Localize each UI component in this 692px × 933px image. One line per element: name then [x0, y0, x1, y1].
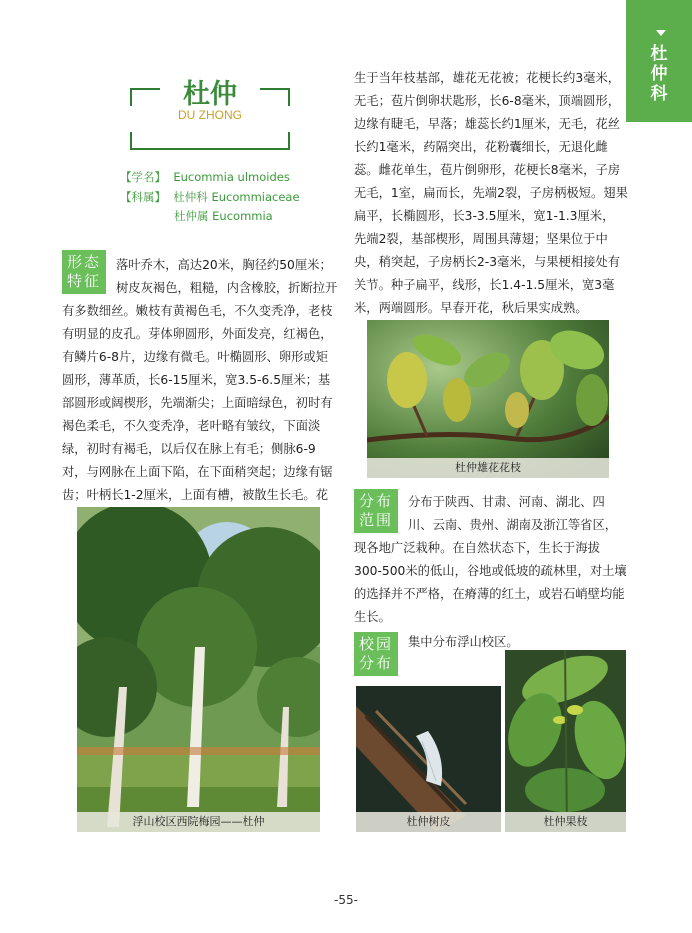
page-title: 杜仲 — [183, 79, 237, 110]
page-title-pinyin: DU ZHONG — [178, 108, 242, 122]
bark-photo — [356, 686, 501, 832]
distribution-section-tag: 分布范围 — [354, 489, 398, 533]
genus-name: 杜仲属 Eucommia — [174, 209, 273, 223]
bark-image — [356, 686, 501, 832]
tree-image — [77, 507, 320, 832]
scientific-name: Eucommia ulmoides — [173, 170, 290, 184]
family-side-tab — [626, 0, 692, 122]
distribution-text: 分布于陕西、甘肃、河南、湖北、四 川、云南、贵州、湖南及浙江等省区， 现各地广泛栽种。在自然状态下，生长于海拔 300-500米的低山，谷地或低坡的疏林里，对土壤 的选择并不严格，在瘠薄的红土，或岩石峭壁均能 生长。 — [354, 495, 627, 624]
features-text-continued: 生于当年枝基部，雄花无花被；花梗长约3毫米， 无毛；苞片倒卵状匙形，长6-8毫米，顶端圆形， 边缘有睫毛，早落；雄蕊长约1厘米，无毛，花丝 长约1毫米，药隔突出，花粉囊细长，无退化雌 蕊。雌花单生，苞片倒卵形，花梗长8毫米，子房 无毛，1室，扁而长，先端2裂，子房柄极短。翅果 扁平，长椭圆形，长3-3.5厘米，宽1-1.3厘米， 先端2裂，基部楔形，周围具薄翅；坚果位于中 央，稍突起，子房柄长2-3毫米，与果梗相接处有 关节。种子扁平，线形，长1.4-1.5厘米，宽3毫 米，两端圆形。早春开花，秋后果实成熟。 — [354, 71, 628, 315]
fruit-caption: 杜仲果枝 — [505, 812, 626, 832]
flower-photo — [367, 320, 609, 478]
features-text: 落叶乔木，高达20米，胸径约50厘米； 树皮灰褐色，粗糙，内含橡胶，折断拉开 有多数细丝。嫩枝有黄褐色毛，不久变秃净，老枝 有明显的皮孔。芽体卵圆形，外面发亮，红褐色， 有鳞片6-8片，边缘有微毛。叶椭圆形、卵形或矩 圆形，薄革质，长6-15厘米，宽3.5-6.5厘米；基 部圆形或阔楔形，先端渐尖；上面暗绿色，初时有 褐色柔毛，不久变秃净，老叶略有皱纹，下面淡 绿，初时有褐毛，以后仅在脉上有毛；侧脉6-9 对，与网脉在上面下陷，在下面稍突起；边缘有锯 齿；叶柄长1-2厘米，上面有槽，被散生长毛。花 — [62, 258, 338, 502]
bark-caption: 杜仲树皮 — [356, 812, 501, 832]
side-tab-label: 杜仲科 — [650, 44, 668, 104]
triangle-down-icon — [656, 30, 666, 36]
fruit-photo — [505, 650, 626, 832]
fruit-branch-image — [505, 650, 626, 832]
features-section-tag: 形态特征 — [62, 250, 106, 294]
family-line: 【科属】 杜仲科 Eucommiaceae — [120, 190, 300, 204]
campus-text: 集中分布浮山校区。 — [408, 635, 519, 649]
flower-branch-image — [367, 320, 609, 478]
tree-caption: 浮山校区西院梅园——杜仲 — [77, 812, 320, 832]
family-name: 杜仲科 Eucommiaceae — [173, 190, 300, 204]
page-number: -55- — [334, 893, 358, 907]
tree-photo — [77, 507, 320, 832]
flower-caption: 杜仲雄花花枝 — [367, 458, 609, 478]
title-frame — [130, 79, 290, 150]
campus-section-tag: 校园分布 — [354, 632, 398, 676]
scientific-name-line: 【学名】 Eucommia ulmoides — [120, 170, 290, 184]
